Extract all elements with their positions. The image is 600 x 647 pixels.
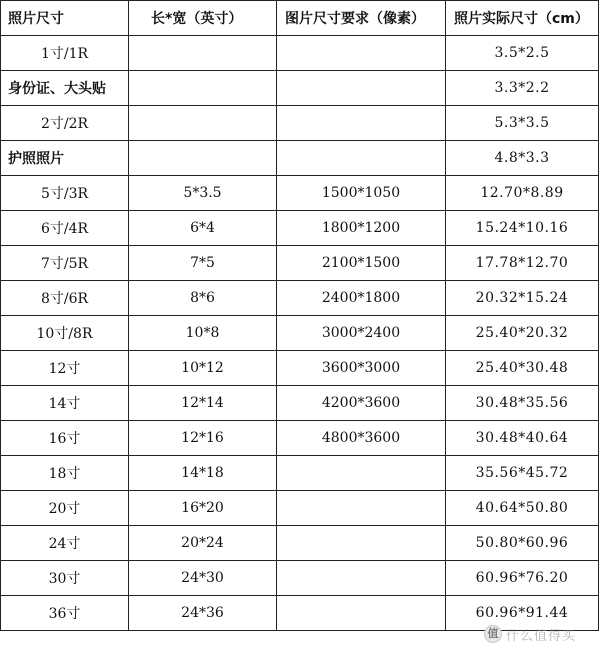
cell-pixels: 3600*3000 — [277, 351, 446, 386]
cell-photo-size: 1寸/1R — [1, 36, 129, 71]
cell-pixels — [277, 141, 446, 176]
cell-cm: 3.5*2.5 — [446, 36, 599, 71]
cell-photo-size: 12寸 — [1, 351, 129, 386]
table-row — [1, 561, 599, 596]
table-row — [1, 491, 599, 526]
cell-pixels — [277, 561, 446, 596]
cell-inches — [129, 106, 277, 141]
cell-inches: 12*16 — [129, 421, 277, 456]
cell-pixels: 2100*1500 — [277, 246, 446, 281]
table-row — [1, 176, 599, 211]
table-row — [1, 456, 599, 491]
table-row — [1, 351, 599, 386]
table-row — [1, 316, 599, 351]
cell-cm: 30.48*40.64 — [446, 421, 599, 456]
cell-photo-size: 8寸/6R — [1, 281, 129, 316]
header-cm: 照片实际尺寸（cm） — [446, 1, 599, 36]
cell-inches: 14*18 — [129, 456, 277, 491]
table-header-row — [1, 1, 599, 36]
cell-photo-size: 7寸/5R — [1, 246, 129, 281]
cell-cm: 30.48*35.56 — [446, 386, 599, 421]
cell-pixels — [277, 106, 446, 141]
cell-photo-size: 24寸 — [1, 526, 129, 561]
cell-inches: 10*12 — [129, 351, 277, 386]
cell-cm: 3.3*2.2 — [446, 71, 599, 106]
cell-photo-size: 36寸 — [1, 596, 129, 631]
cell-cm: 17.78*12.70 — [446, 246, 599, 281]
cell-inches: 8*6 — [129, 281, 277, 316]
table-row — [1, 386, 599, 421]
table-row — [1, 246, 599, 281]
cell-pixels: 2400*1800 — [277, 281, 446, 316]
cell-cm: 35.56*45.72 — [446, 456, 599, 491]
cell-photo-size: 护照照片 — [1, 141, 129, 176]
header-pixels: 图片尺寸要求（像素） — [277, 1, 446, 36]
cell-pixels: 3000*2400 — [277, 316, 446, 351]
cell-cm: 5.3*3.5 — [446, 106, 599, 141]
cell-inches: 16*20 — [129, 491, 277, 526]
cell-pixels — [277, 596, 446, 631]
cell-cm: 15.24*10.16 — [446, 211, 599, 246]
table-row — [1, 141, 599, 176]
watermark-text: 什么值得买 — [506, 628, 577, 644]
cell-inches: 7*5 — [129, 246, 277, 281]
cell-photo-size: 30寸 — [1, 561, 129, 596]
cell-photo-size: 14寸 — [1, 386, 129, 421]
cell-cm: 60.96*91.44 — [446, 596, 599, 631]
table-row — [1, 211, 599, 246]
cell-pixels: 4800*3600 — [277, 421, 446, 456]
cell-cm: 40.64*50.80 — [446, 491, 599, 526]
cell-photo-size: 16寸 — [1, 421, 129, 456]
cell-pixels: 4200*3600 — [277, 386, 446, 421]
cell-inches: 5*3.5 — [129, 176, 277, 211]
table-row — [1, 281, 599, 316]
cell-cm: 20.32*15.24 — [446, 281, 599, 316]
table-row — [1, 36, 599, 71]
cell-pixels: 1800*1200 — [277, 211, 446, 246]
table-row — [1, 421, 599, 456]
table-row — [1, 71, 599, 106]
cell-photo-size: 5寸/3R — [1, 176, 129, 211]
table-row — [1, 596, 599, 631]
cell-photo-size: 18寸 — [1, 456, 129, 491]
cell-pixels: 1500*1050 — [277, 176, 446, 211]
cell-photo-size: 20寸 — [1, 491, 129, 526]
cell-pixels — [277, 526, 446, 561]
cell-photo-size: 身份证、大头贴 — [1, 71, 129, 106]
cell-pixels — [277, 456, 446, 491]
header-inches: 长*宽（英寸） — [129, 1, 277, 36]
cell-photo-size: 2寸/2R — [1, 106, 129, 141]
cell-cm: 60.96*76.20 — [446, 561, 599, 596]
cell-pixels — [277, 36, 446, 71]
cell-inches: 24*30 — [129, 561, 277, 596]
header-photo-size: 照片尺寸 — [1, 1, 129, 36]
cell-cm: 50.80*60.96 — [446, 526, 599, 561]
cell-cm: 25.40*30.48 — [446, 351, 599, 386]
table-body — [1, 36, 599, 631]
cell-cm: 25.40*20.32 — [446, 316, 599, 351]
cell-inches: 24*36 — [129, 596, 277, 631]
cell-inches: 20*24 — [129, 526, 277, 561]
cell-inches — [129, 36, 277, 71]
cell-photo-size: 10寸/8R — [1, 316, 129, 351]
cell-pixels — [277, 71, 446, 106]
table-row — [1, 526, 599, 561]
cell-inches — [129, 71, 277, 106]
cell-pixels — [277, 491, 446, 526]
table-row — [1, 106, 599, 141]
cell-cm: 4.8*3.3 — [446, 141, 599, 176]
cell-photo-size: 6寸/4R — [1, 211, 129, 246]
zhi-icon: 值 — [484, 625, 502, 643]
cell-inches: 10*8 — [129, 316, 277, 351]
cell-inches: 6*4 — [129, 211, 277, 246]
cell-inches — [129, 141, 277, 176]
cell-inches: 12*14 — [129, 386, 277, 421]
cell-cm: 12.70*8.89 — [446, 176, 599, 211]
